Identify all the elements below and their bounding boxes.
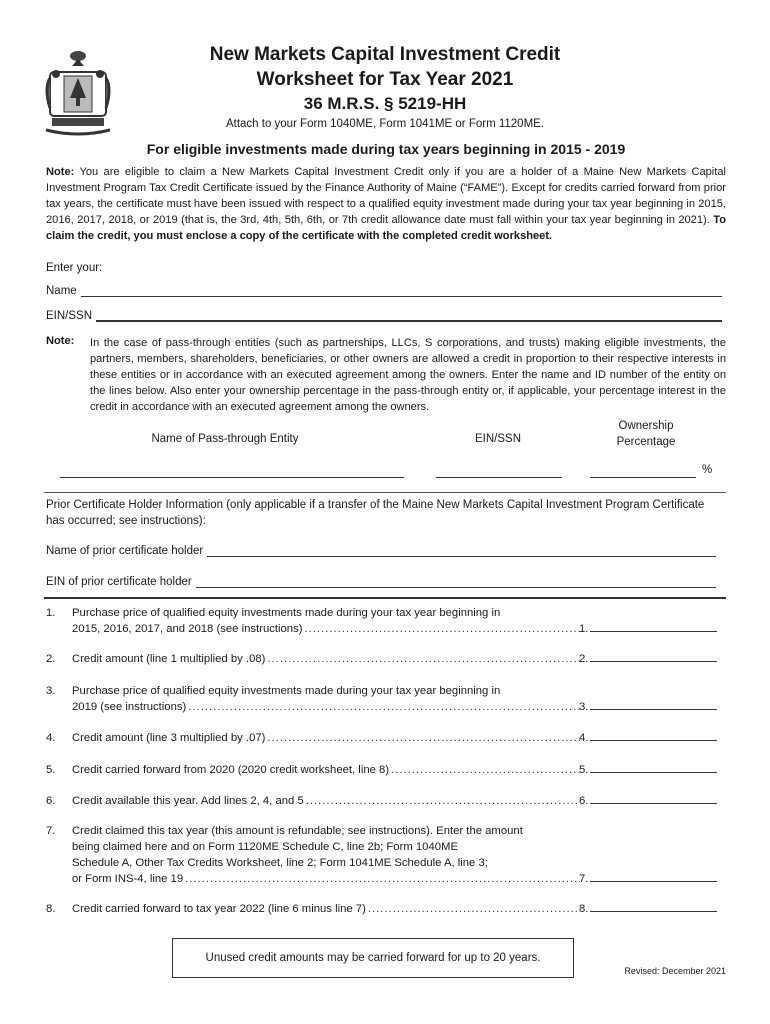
line-description xyxy=(72,793,582,809)
line-description-last xyxy=(72,621,582,637)
line-description-text: Purchase price of qualified equity investments made during your tax year beginning in xyxy=(72,685,501,697)
leader-dots xyxy=(391,762,580,778)
line-answer xyxy=(579,900,717,917)
enter-your-label: Enter your: xyxy=(46,262,103,274)
form-title-line2: Worksheet for Tax Year 2021 xyxy=(256,69,514,90)
line-description-text: Credit carried forward from 2020 (2020 credit worksheet, line 8) xyxy=(72,764,390,776)
entity-ein-input-line[interactable] xyxy=(436,477,562,478)
line-ref-number: 5. xyxy=(579,764,589,776)
worksheet-line xyxy=(46,901,726,917)
col-head-entity-name: Name of Pass-through Entity xyxy=(151,433,299,445)
note-text: You are eligible to claim a New Markets Capital Investment Credit only if you are a holder of a Maine New Markets Capital Investment Program Tax Credit Certificate issued by the Finance Authority of Maine (“FAME”). Except for credits carried forward from prior tax years, the certificate must have been issued with respect to a qualified equity investment made during your tax year beginning in 2015, 2016, 2017, 2018, or 2019 (that is, the 3rd, 4th, 5th, 6th, or 7th credit allowance date must fall within your tax year beginning in 2021). xyxy=(46,166,726,226)
entity-name-input-line[interactable] xyxy=(60,477,404,478)
line-number: 8. xyxy=(46,903,56,915)
line-description-last xyxy=(72,762,582,778)
line-amount-input[interactable] xyxy=(590,870,717,882)
line-amount-input[interactable] xyxy=(590,620,717,632)
line-number: 4. xyxy=(46,732,56,744)
leader-dots xyxy=(306,793,580,809)
ein-label: EIN/SSN xyxy=(46,310,93,322)
statute-reference: 36 M.R.S. § 5219-HH xyxy=(303,94,467,113)
line-description-last xyxy=(72,871,582,887)
form-title-line1: New Markets Capital Investment Credit xyxy=(209,44,561,65)
name-row xyxy=(46,285,722,297)
line-answer xyxy=(579,761,717,778)
prior-holder-name-label: Name of prior certificate holder xyxy=(46,545,204,557)
line-description-text: Purchase price of qualified equity investments made during your tax year beginning in xyxy=(72,607,501,619)
line-ref-number: 1. xyxy=(579,623,589,635)
line-number: 3. xyxy=(46,685,56,697)
worksheet-line xyxy=(46,793,726,809)
col-head-ownership-line2: Percentage xyxy=(616,436,676,448)
passthrough-note-text: In the case of pass-through entities (such as partnerships, LLCs, S corporations, and trusts) making eligible investments, the partners, members, shareholders, beneficiaries, or other owners are allowed a credit in proportion to their respective interests in these entities or in accordance with an executed agreement among the owners. Enter the name and ID number of the entity on the lines below. Also enter your ownership percentage in the pass-through entity or, if applicable, your percentage interest in the credit in accordance with an executed agreement among the owners. xyxy=(90,337,726,413)
line-answer xyxy=(579,698,717,715)
prior-holder-name-input-line[interactable] xyxy=(207,545,716,557)
line-number: 7. xyxy=(46,825,56,837)
line-answer xyxy=(579,620,717,637)
carryforward-notice-text: Unused credit amounts may be carried forward for up to 20 years. xyxy=(205,952,541,964)
prior-holder-name-row xyxy=(46,545,716,557)
line-description xyxy=(72,901,582,917)
line-amount-input[interactable] xyxy=(590,729,717,741)
line-description-text: Credit amount (line 1 multiplied by .08) xyxy=(72,653,266,665)
note-bold-text: To claim the credit, you must enclose a copy of the certificate with the completed credit worksheet. xyxy=(46,214,726,242)
leader-dots xyxy=(267,651,580,667)
line-ref-number: 8. xyxy=(579,903,589,915)
line-number: 2. xyxy=(46,653,56,665)
line-number: 5. xyxy=(46,764,56,776)
worksheet-line xyxy=(46,823,726,887)
name-label: Name xyxy=(46,285,77,297)
leader-dots xyxy=(267,730,580,746)
line-answer xyxy=(579,650,717,667)
line-amount-input[interactable] xyxy=(590,792,717,804)
line-description xyxy=(72,762,582,778)
note-label: Note: xyxy=(46,166,75,178)
line-description-text: Credit available this year. Add lines 2, 4, and 5 xyxy=(72,795,304,807)
line-description-last xyxy=(72,901,582,917)
leader-dots xyxy=(305,621,581,637)
prior-holder-intro: Prior Certificate Holder Information (only applicable if a transfer of the Maine New Markets Capital Investment Program Certificate has occurred; see instructions): xyxy=(46,499,705,527)
leader-dots xyxy=(185,871,580,887)
prior-holder-ein-row xyxy=(46,576,716,588)
line-amount-input[interactable] xyxy=(590,900,717,912)
name-input-line[interactable] xyxy=(81,285,722,297)
worksheet-line xyxy=(46,683,726,715)
line-ref-number: 2. xyxy=(579,653,589,665)
leader-dots xyxy=(368,901,580,917)
line-description xyxy=(72,651,582,667)
line-description-text: Credit carried forward to tax year 2022 (line 6 minus line 7) xyxy=(72,903,366,915)
worksheet-line xyxy=(46,762,726,778)
eligibility-heading: For eligible investments made during tax years beginning in 2015 - 2019 xyxy=(146,141,626,157)
leader-dots xyxy=(188,699,580,715)
line-description-text: Schedule A, Other Tax Credits Worksheet, line 2; Form 1041ME Schedule A, line 3; xyxy=(72,857,488,869)
eligibility-note xyxy=(46,164,726,244)
line-number: 1. xyxy=(46,607,56,619)
worksheet-line xyxy=(46,651,726,667)
line-ref-number: 3. xyxy=(579,701,589,713)
prior-holder-ein-label: EIN of prior certificate holder xyxy=(46,576,192,588)
line-description xyxy=(72,683,582,715)
line-description-text: or Form INS-4, line 19 xyxy=(72,873,184,885)
line-description xyxy=(72,605,582,637)
ein-input-line[interactable] xyxy=(96,309,722,322)
maine-state-seal-icon xyxy=(42,48,114,136)
percent-sign: % xyxy=(702,464,713,476)
line-description-text: 2015, 2016, 2017, and 2018 (see instructions) xyxy=(72,623,303,635)
prior-holder-ein-input-line[interactable] xyxy=(196,576,716,588)
section-divider-thick xyxy=(44,597,726,599)
col-head-ein: EIN/SSN xyxy=(474,433,521,445)
line-description-text: Credit amount (line 3 multiplied by .07) xyxy=(72,732,266,744)
revision-date: Revised: December 2021 xyxy=(624,966,726,976)
line-description xyxy=(72,823,582,887)
passthrough-note-label: Note: xyxy=(46,335,75,347)
section-divider xyxy=(44,492,726,493)
line-number: 6. xyxy=(46,795,56,807)
line-description-last xyxy=(72,793,582,809)
line-description-text: Credit claimed this tax year (this amount is refundable; see instructions). Enter the amount xyxy=(72,825,523,837)
worksheet-line xyxy=(46,605,726,637)
ein-row xyxy=(46,309,722,322)
attach-instruction: Attach to your Form 1040ME, Form 1041ME or Form 1120ME. xyxy=(225,118,545,130)
ownership-pct-input-line[interactable] xyxy=(590,477,696,478)
line-description-last xyxy=(72,730,582,746)
carryforward-notice-box xyxy=(172,938,574,978)
line-amount-input[interactable] xyxy=(590,761,717,773)
line-description-last xyxy=(72,699,582,715)
line-answer xyxy=(579,729,717,746)
worksheet-line xyxy=(46,730,726,746)
line-description-text: being claimed here and on Form 1120ME Schedule C, line 2b; Form 1040ME xyxy=(72,841,458,853)
line-amount-input[interactable] xyxy=(590,650,717,662)
line-description-last xyxy=(72,651,582,667)
col-head-ownership xyxy=(596,418,696,450)
line-answer xyxy=(579,792,717,809)
line-ref-number: 6. xyxy=(579,795,589,807)
col-head-ownership-line1: Ownership xyxy=(618,420,674,432)
line-description xyxy=(72,730,582,746)
line-ref-number: 4. xyxy=(579,732,589,744)
line-description-text: 2019 (see instructions) xyxy=(72,701,187,713)
line-answer xyxy=(579,870,717,887)
line-ref-number: 7. xyxy=(579,873,589,885)
line-amount-input[interactable] xyxy=(590,698,717,710)
